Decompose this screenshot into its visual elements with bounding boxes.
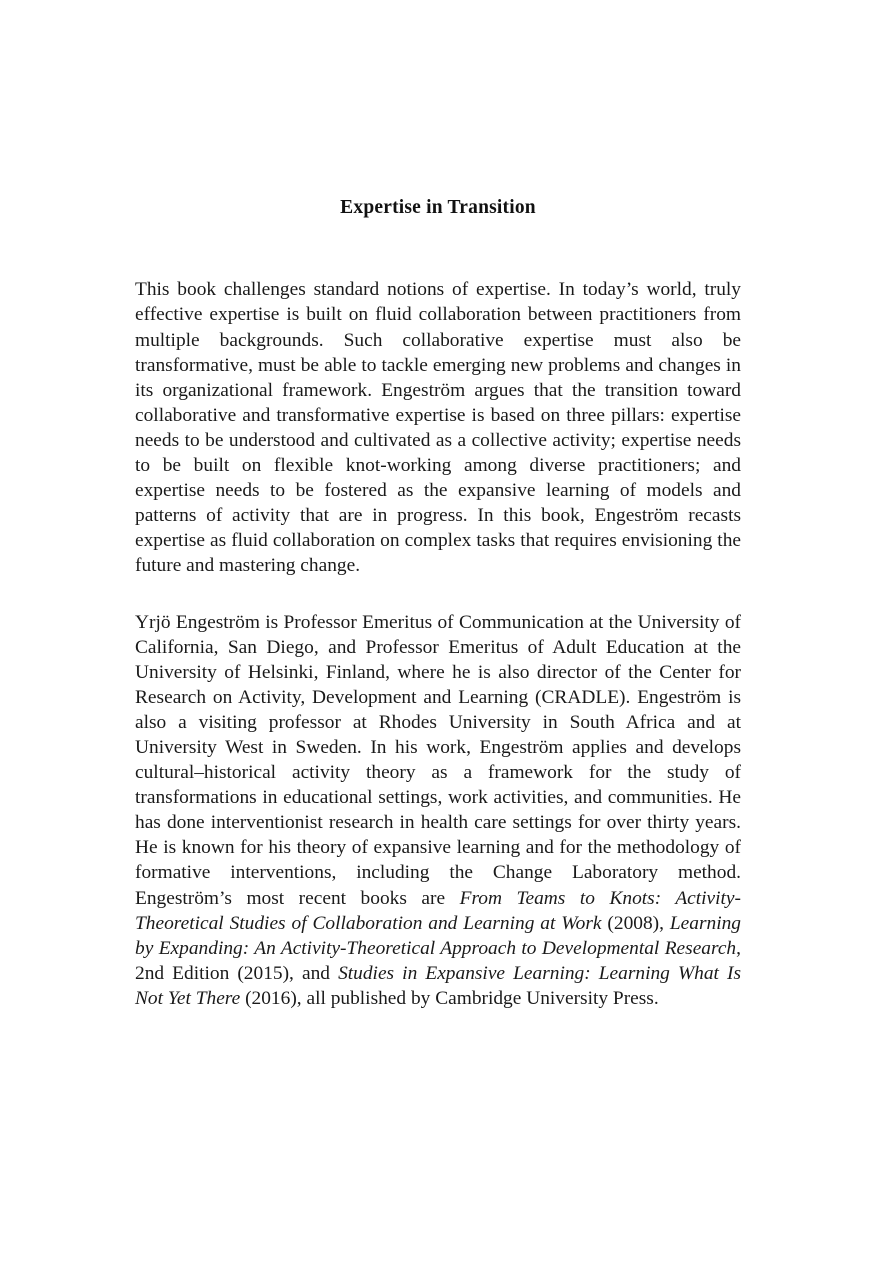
page-text-block — [135, 196, 741, 1011]
author-bio-text-segment-3: , 2nd Edition (2015), and — [135, 937, 741, 984]
author-bio-paragraph — [135, 610, 741, 1012]
author-bio-text-segment-1: Yrjö Engeström is Professor Emeritus of Communication at the University of California, San Diego, and Professor Emeritus of Adult Education at the University of Helsinki, Finland, where he is also director of the Center for Research on Activity, Development and Learning (CRADLE). Engeström is also a visiting professor at Rhodes University in South Africa and at University West in Sweden. In his work, Engeström applies and develops cultural–historical activity theory as a framework for the study of transformations in educational settings, work activities, and communities. He has done interventionist research in health care settings for over thirty years. He is known for his theory of expansive learning and for the methodology of formative interventions, including the Change Laboratory method. Engeström’s most recent books are — [135, 611, 741, 909]
paragraph-spacer — [135, 579, 741, 610]
book-description-paragraph: This book challenges standard notions of expertise. In today’s world, truly effective expertise is built on fluid collaboration between practitioners from multiple backgrounds. Such collaborative expertise must also be transformative, must be able to tackle emerging new problems and changes in its organizational framework. Engeström argues that the transition toward collaborative and transformative expertise is based on three pillars: expertise needs to be understood and cultivated as a collective activity; expertise needs to be built on flexible knot-working among diverse practitioners; and expertise needs to be fostered as the expansive learning of models and patterns of activity that are in progress. In this book, Engeström recasts expertise as fluid collaboration on complex tasks that requires envisioning the future and mastering change. — [135, 279, 741, 577]
book-title-studies-in-expansive-learning: Studies in Expansive Learning: Learning What Is Not Yet There — [135, 962, 741, 1009]
author-bio-text-segment-2: (2008), — [601, 912, 670, 934]
book-title-learning-by-expanding: Learning by Expanding: An Activity-Theoretical Approach to Developmental Research — [135, 912, 741, 959]
author-bio-text-segment-4: (2016), all published by Cambridge University Press. — [240, 987, 659, 1009]
book-title-from-teams-to-knots: From Teams to Knots: Activity-Theoretical Studies of Collaboration and Learning at Work — [135, 887, 741, 934]
page-title: Expertise in Transition — [340, 197, 536, 218]
title-body-spacer — [135, 220, 741, 277]
